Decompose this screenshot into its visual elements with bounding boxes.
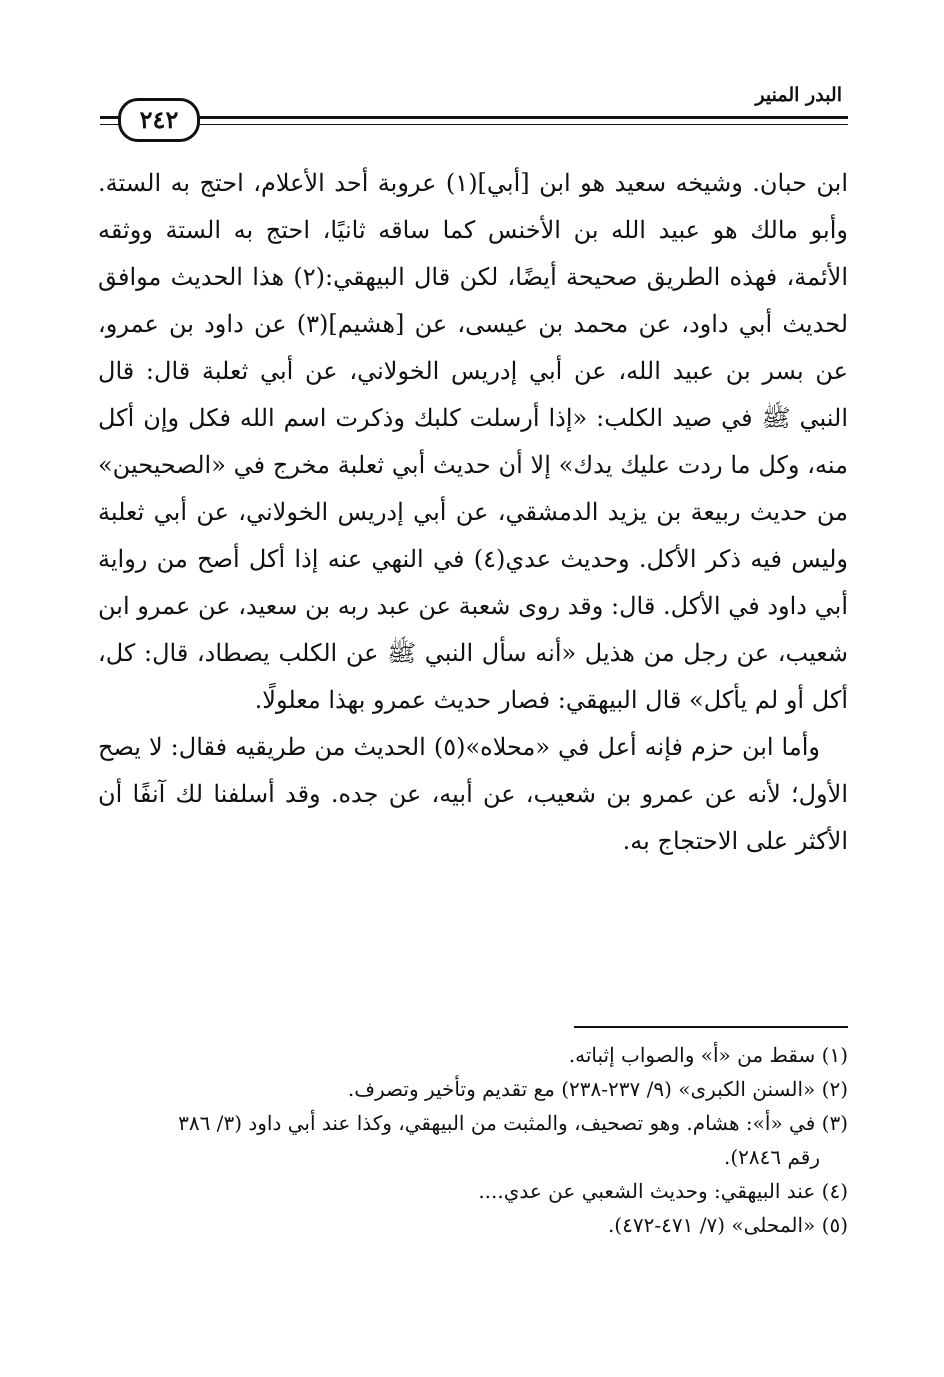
page-number: ٢٤٢: [118, 98, 200, 142]
footnote-3: (٣) في «أ»: هشام. وهو تصحيف، والمثبت من البيهقي، وكذا عند أبي داود (٣/ ٣٨٦: [178, 1111, 848, 1135]
paragraph: ابن حبان. وشيخه سعيد هو ابن [أبي](١) عروبة أحد الأعلام، احتج به الستة. وأبو مالك هو عبيد الله بن الأخنس كما ساقه ثانيًا، احتج به الستة ووثقه الأئمة، فهذه الطريق صحيحة أيضًا، لكن قال البيهقي:(٢) هذا الحديث موافق لحديث أبي داود، عن محمد بن عيسى، عن [هشيم](٣) عن داود بن عمرو، عن بسر بن عبيد الله، عن أبي إدريس الخولاني، عن أبي ثعلبة قال: قال النبي ﷺ في صيد الكلب: «إذا أرسلت كلبك وذكرت اسم الله فكل وإن أكل منه، وكل ما ردت عليك يدك» إلا أن حديث أبي ثعلبة مخرج في «الصحيحين» من حديث ربيعة بن يزيد الدمشقي، عن أبي إدريس الخولاني، عن أبي ثعلبة وليس فيه ذكر الأكل. وحديث عدي(٤) في النهي عنه إذا أكل أصح من رواية أبي داود في الأكل. قال: وقد روى شعبة عن عبد ربه بن سعيد، عن عمرو ابن شعيب، عن رجل من هذيل «أنه سأل النبي ﷺ عن الكلب يصطاد، قال: كل، أكل أو لم يأكل» قال البيهقي: فصار حديث عمرو بهذا معلولًا.: [98, 169, 849, 714]
footnote-3-continued: رقم ٢٨٤٦).: [723, 1145, 820, 1169]
footnote-2: (٢) «السنن الكبرى» (٩/ ٢٣٧-٢٣٨) مع تقديم وتأخير وتصرف.: [347, 1077, 848, 1101]
footnote-4: (٤) عند البيهقي: وحديث الشعبي عن عدي....: [478, 1179, 848, 1203]
footnote-5: (٥) «المحلى» (٧/ ٤٧١-٤٧٢).: [607, 1213, 848, 1237]
paragraph: وأما ابن حزم فإنه أعل في «محلاه»(٥) الحديث من طريقيه فقال: لا يصح الأول؛ لأنه عن عمرو بن شعيب، عن أبيه، عن جده. وقد أسلفنا لك آنفًا أن الأكثر على الاحتجاج به.: [98, 733, 848, 855]
header-rule-thick: [100, 116, 848, 119]
book-title: البدر المنير: [749, 84, 848, 106]
footnote-1: (١) سقط من «أ» والصواب إثباته.: [568, 1043, 848, 1067]
main-text: [98, 160, 848, 865]
page-header: [100, 84, 848, 134]
footnote-separator: [574, 1026, 848, 1028]
header-rule-thin: [100, 124, 848, 125]
footnotes: [98, 1038, 848, 1242]
